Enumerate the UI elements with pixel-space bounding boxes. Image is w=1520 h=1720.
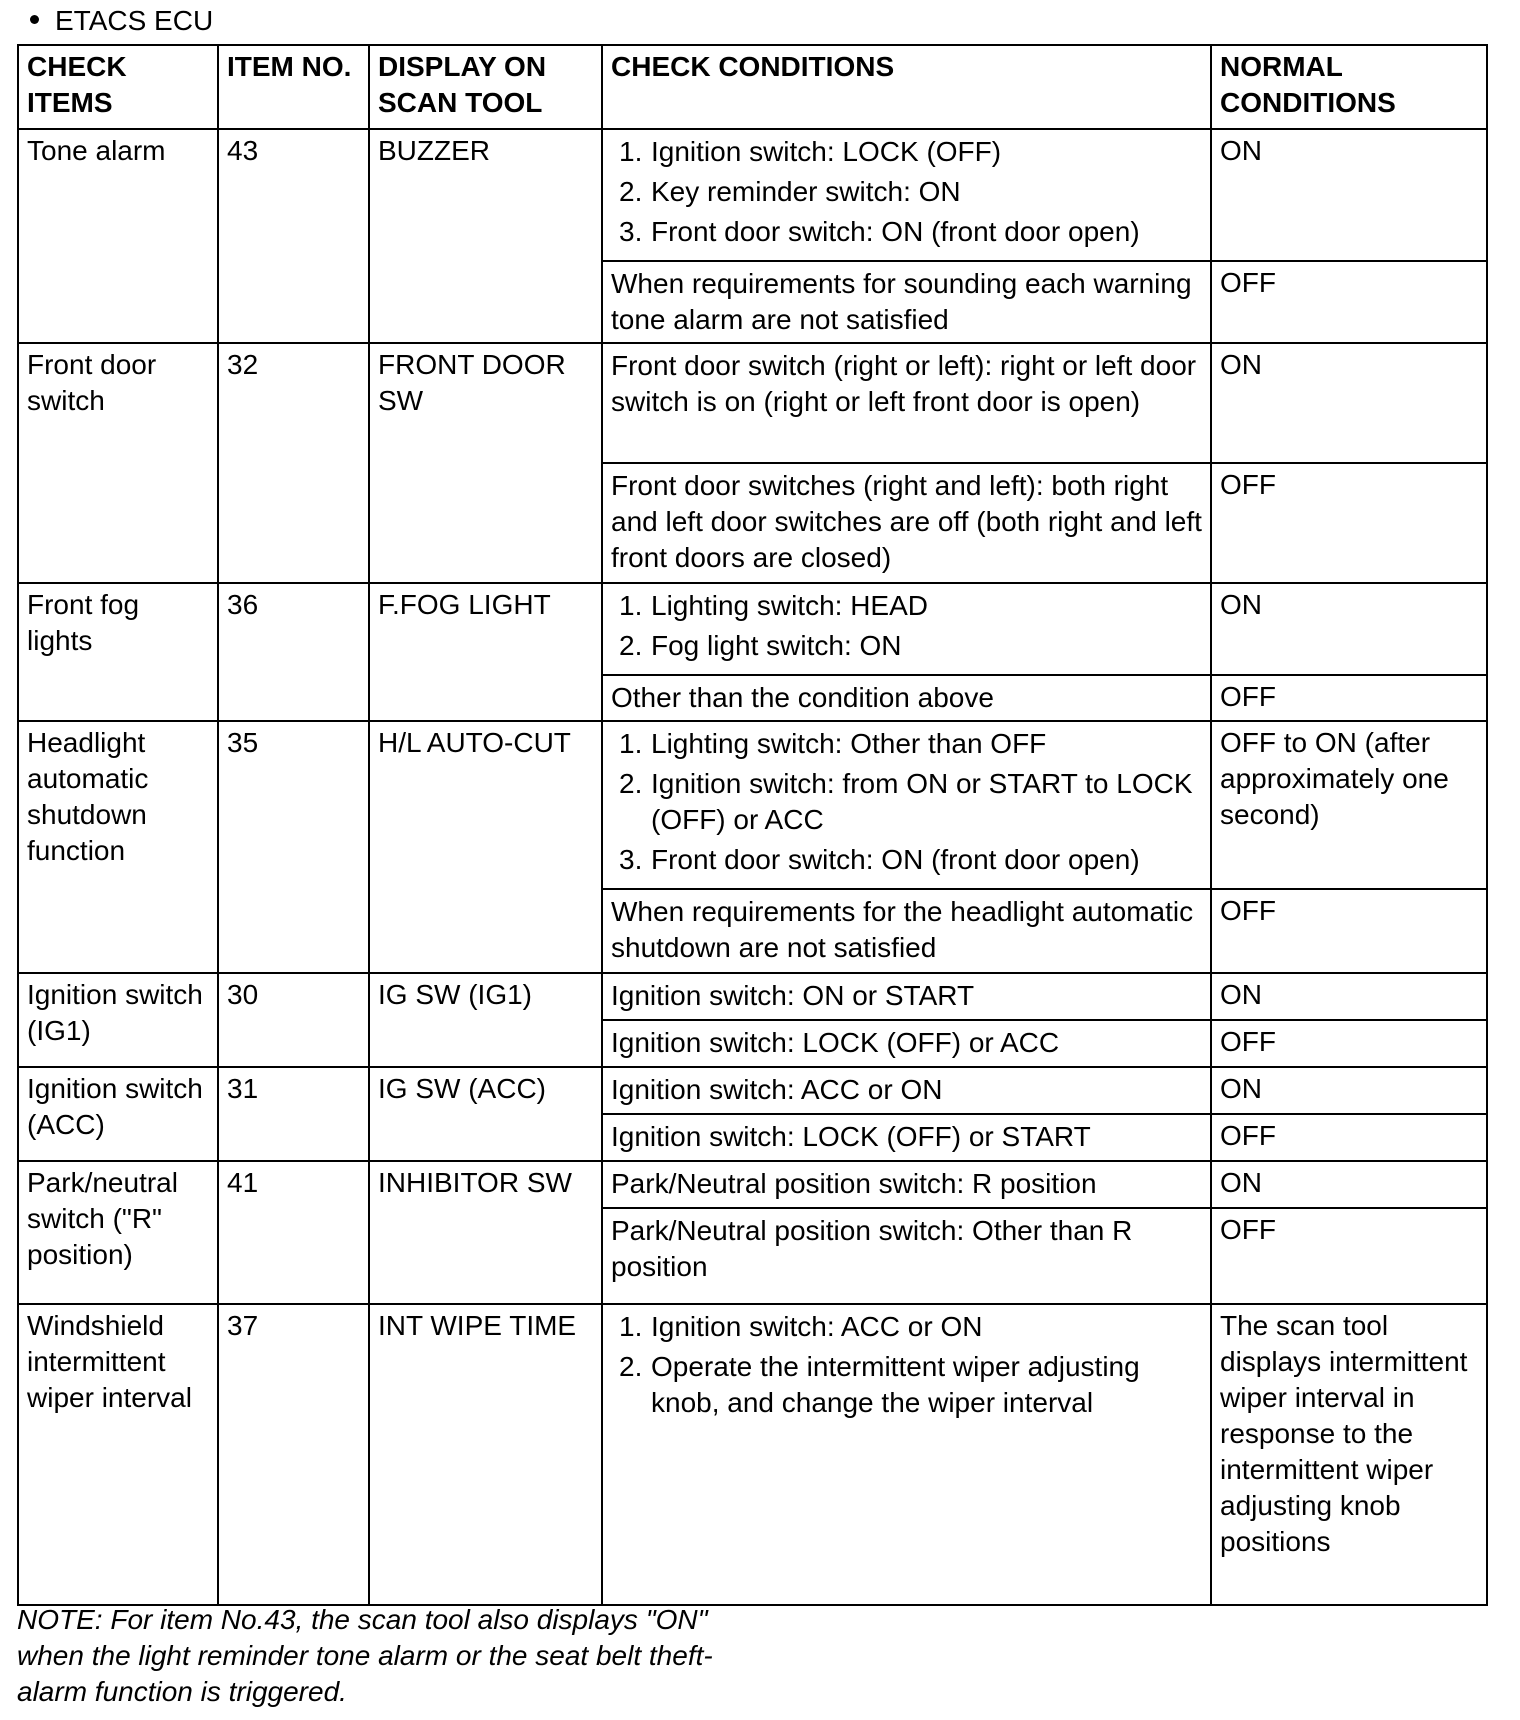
condition-list-item <box>611 842 1202 878</box>
check-item: Front fog lights <box>18 583 218 721</box>
check-condition: Ignition switch: LOCK (OFF) or ACC <box>602 1020 1211 1067</box>
normal-condition: ON <box>1211 1067 1487 1114</box>
item-number: 35 <box>218 721 369 973</box>
normal-condition: ON <box>1211 973 1487 1020</box>
check-condition: Ignition switch: ON or START <box>602 973 1211 1020</box>
check-condition <box>602 1304 1211 1605</box>
scan-tool-display: IG SW (ACC) <box>369 1067 602 1161</box>
item-number: 36 <box>218 583 369 721</box>
list-number: 1. <box>619 728 643 759</box>
header-item-no: ITEM NO. <box>218 45 369 129</box>
check-condition: Park/Neutral position switch: Other than R position <box>602 1208 1211 1304</box>
list-number: 1. <box>619 1311 643 1342</box>
item-number: 30 <box>218 973 369 1067</box>
condition-list-item <box>611 628 1202 664</box>
scan-tool-display: INT WIPE TIME <box>369 1304 602 1605</box>
check-condition <box>602 129 1211 261</box>
condition-list-item <box>611 134 1202 170</box>
normal-condition: ON <box>1211 1161 1487 1208</box>
condition-text: Key reminder switch: ON <box>651 176 961 207</box>
normal-condition: OFF <box>1211 463 1487 583</box>
condition-text: Operate the intermittent wiper adjusting knob, and change the wiper interval <box>651 1351 1140 1418</box>
condition-text: Ignition switch: from ON or START to LOCK (OFF) or ACC <box>651 768 1193 835</box>
check-condition <box>602 721 1211 889</box>
scan-tool-display: FRONT DOOR SW <box>369 343 602 583</box>
header-check-conditions: CHECK CONDITIONS <box>602 45 1211 129</box>
condition-list-item <box>611 1309 1202 1345</box>
scan-tool-display: F.FOG LIGHT <box>369 583 602 721</box>
condition-list-item <box>611 726 1202 762</box>
header-row <box>18 45 1487 129</box>
condition-list-item <box>611 214 1202 250</box>
normal-condition: OFF <box>1211 1208 1487 1304</box>
bullet-icon <box>30 15 39 24</box>
normal-condition: OFF <box>1211 261 1487 343</box>
check-condition: Other than the condition above <box>602 675 1211 721</box>
table-row <box>18 583 1487 675</box>
item-number: 37 <box>218 1304 369 1605</box>
scan-tool-display: BUZZER <box>369 129 602 343</box>
check-item: Ignition switch (ACC) <box>18 1067 218 1161</box>
normal-condition: OFF <box>1211 1114 1487 1161</box>
condition-list <box>611 134 1202 250</box>
check-item: Ignition switch (IG1) <box>18 973 218 1067</box>
check-condition <box>602 583 1211 675</box>
list-number: 2. <box>619 176 643 207</box>
item-number: 32 <box>218 343 369 583</box>
condition-list <box>611 588 1202 664</box>
item-number: 41 <box>218 1161 369 1304</box>
condition-text: Front door switch: ON (front door open) <box>651 844 1140 875</box>
normal-condition: OFF <box>1211 675 1487 721</box>
header-check-items: CHECK ITEMS <box>18 45 218 129</box>
check-table <box>17 44 1488 1606</box>
condition-text: Lighting switch: HEAD <box>651 590 929 621</box>
check-item: Park/neutral switch ("R" position) <box>18 1161 218 1304</box>
section-title <box>30 4 213 38</box>
check-condition: When requirements for the headlight automatic shutdown are not satisfied <box>602 889 1211 973</box>
list-number: 2. <box>619 768 643 799</box>
condition-list-item <box>611 766 1202 838</box>
list-number: 2. <box>619 630 643 661</box>
header-display: DISPLAY ON SCAN TOOL <box>369 45 602 129</box>
check-item: Windshield intermittent wiper interval <box>18 1304 218 1605</box>
item-number: 31 <box>218 1067 369 1161</box>
list-number: 2. <box>619 1351 643 1382</box>
check-item: Headlight automatic shutdown function <box>18 721 218 973</box>
item-number: 43 <box>218 129 369 343</box>
scan-tool-display: IG SW (IG1) <box>369 973 602 1067</box>
note: NOTE: For item No.43, the scan tool also displays "ON" when the light reminder tone alarm or the seat belt theft-alarm function is triggered. <box>17 1604 713 1707</box>
check-condition: Park/Neutral position switch: R position <box>602 1161 1211 1208</box>
list-number: 3. <box>619 844 643 875</box>
scan-tool-display: H/L AUTO-CUT <box>369 721 602 973</box>
check-condition: When requirements for sounding each warning tone alarm are not satisfied <box>602 261 1211 343</box>
check-item: Front door switch <box>18 343 218 583</box>
normal-condition: OFF to ON (after approximately one second) <box>1211 721 1487 889</box>
table-row <box>18 1304 1487 1605</box>
table-row <box>18 973 1487 1020</box>
condition-list-item <box>611 1349 1202 1421</box>
normal-condition: ON <box>1211 343 1487 463</box>
normal-condition: The scan tool displays intermittent wiper interval in response to the intermittent wiper adjusting knob positions <box>1211 1304 1487 1605</box>
table-row <box>18 721 1487 889</box>
condition-list <box>611 726 1202 878</box>
condition-list <box>611 1309 1202 1421</box>
table-row <box>18 1161 1487 1208</box>
check-condition: Ignition switch: LOCK (OFF) or START <box>602 1114 1211 1161</box>
table-row <box>18 343 1487 463</box>
list-number: 1. <box>619 136 643 167</box>
check-condition: Front door switches (right and left): both right and left door switches are off (both right and left front doors are closed) <box>602 463 1211 583</box>
condition-text: Ignition switch: ACC or ON <box>651 1311 983 1342</box>
check-condition: Ignition switch: ACC or ON <box>602 1067 1211 1114</box>
section-title-text: ETACS ECU <box>55 5 214 36</box>
normal-condition: ON <box>1211 583 1487 675</box>
table-row <box>18 1067 1487 1114</box>
normal-condition: OFF <box>1211 889 1487 973</box>
check-condition: Front door switch (right or left): right or left door switch is on (right or left front door is open) <box>602 343 1211 463</box>
condition-text: Ignition switch: LOCK (OFF) <box>651 136 1002 167</box>
scan-tool-display: INHIBITOR SW <box>369 1161 602 1304</box>
condition-text: Lighting switch: Other than OFF <box>651 728 1047 759</box>
check-item: Tone alarm <box>18 129 218 343</box>
condition-list-item <box>611 174 1202 210</box>
list-number: 3. <box>619 216 643 247</box>
header-normal-conditions: NORMAL CONDITIONS <box>1211 45 1487 129</box>
condition-text: Front door switch: ON (front door open) <box>651 216 1140 247</box>
condition-list-item <box>611 588 1202 624</box>
normal-condition: OFF <box>1211 1020 1487 1067</box>
table-row <box>18 129 1487 261</box>
list-number: 1. <box>619 590 643 621</box>
condition-text: Fog light switch: ON <box>651 630 902 661</box>
normal-condition: ON <box>1211 129 1487 261</box>
